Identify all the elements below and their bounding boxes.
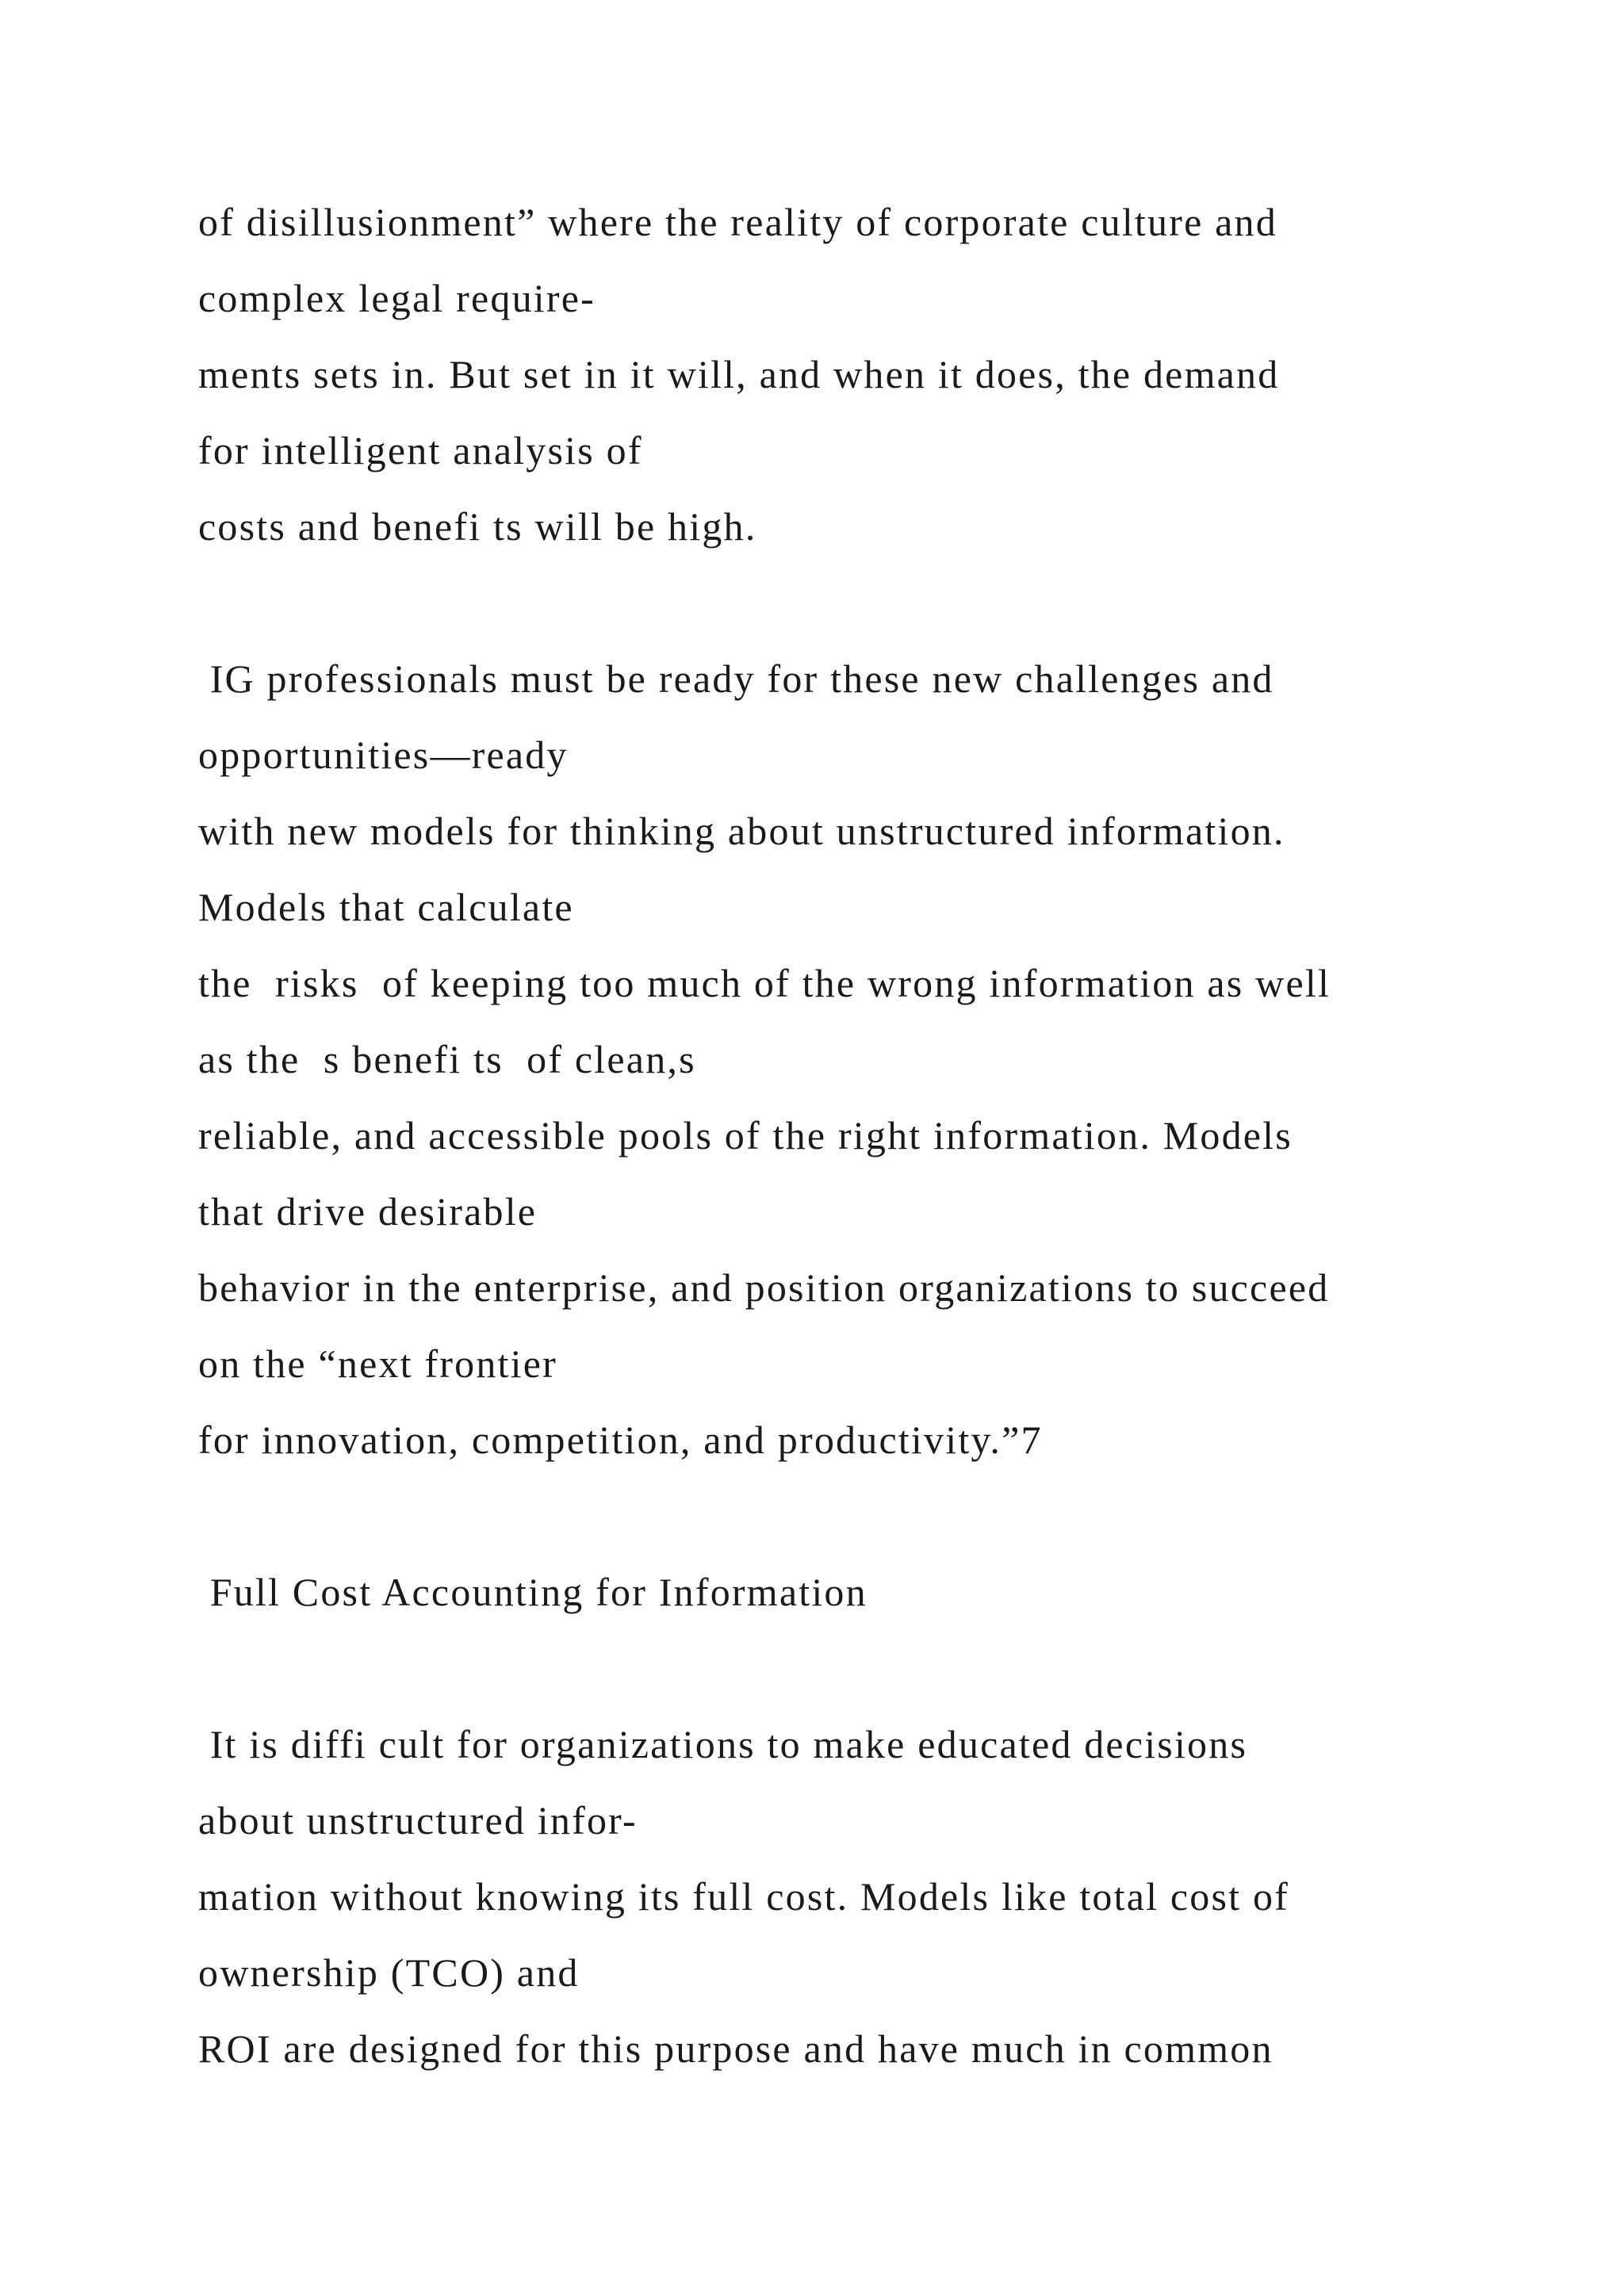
text-line: mation without knowing its full cost. Models like total cost of	[198, 1874, 1290, 1919]
text-line: ownership (TCO) and	[198, 1950, 580, 1995]
text-line: about unstructured infor-	[198, 1798, 638, 1843]
text-line: It is diffi cult for organizations to make educated decisions	[198, 1722, 1248, 1766]
text-line: IG professionals must be ready for these new challenges and	[198, 656, 1274, 701]
text-line: as the s benefi ts of clean,s	[198, 1037, 696, 1081]
text-line: ROI are designed for this purpose and have much in common	[198, 2026, 1274, 2071]
text-line: that drive desirable	[198, 1189, 538, 1234]
text-line: of disillusionment” where the reality of corporate culture and	[198, 200, 1277, 244]
text-line: costs and benefi ts will be high.	[198, 504, 757, 549]
text-line: reliable, and accessible pools of the right information. Models	[198, 1113, 1293, 1158]
text-line: for intelligent analysis of	[198, 428, 643, 473]
text-line: opportunities—ready	[198, 733, 569, 777]
text-line: with new models for thinking about unstructured information.	[198, 809, 1285, 853]
text-line: Models that calculate	[198, 885, 574, 929]
text-line: on the “next frontier	[198, 1341, 557, 1386]
text-line: for innovation, competition, and productivity.”7	[198, 1418, 1043, 1462]
text-line: ments sets in. But set in it will, and when it does, the demand	[198, 352, 1280, 396]
text-line: complex legal require-	[198, 276, 596, 320]
section-heading: Full Cost Accounting for Information	[198, 1570, 868, 1614]
text-line: behavior in the enterprise, and position organizations to succeed	[198, 1265, 1330, 1310]
text-line: the risks of keeping too much of the wrong information as well	[198, 961, 1331, 1005]
